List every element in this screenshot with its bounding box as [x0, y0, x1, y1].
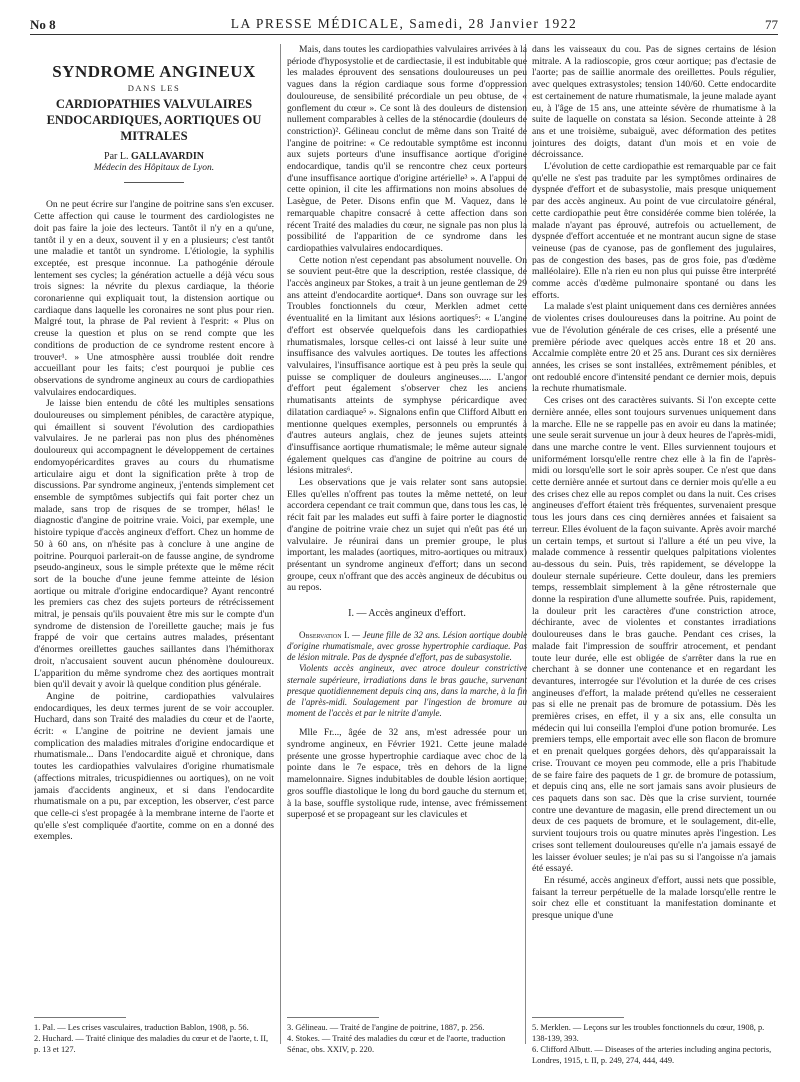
paragraph: Ces crises ont des caractères suivants. Si l'on excepte cette dernière année, elles sont toujours survenues uniquement dans la marche. Elle ne se rappelle pas en avoir eu dans la matinée; une seule serait survenue un jour à deux heures de l'après-midi, dans une marche contre le vent. Elles surviennent toujours et uniformément lorsqu'elle rentre chez elle à la fin de l'après-midi ou lorsqu'elle sort le soir après souper. Ce n'est que dans cette dernière année et surtout dans ce dernier mois qu'elle a eu des crises chez elle au repos complet ou dans la nuit. Ces crises angineuses d'effort étaient très fréquentes, survenaient presque tous les jours dans ces cinq dernières années et faisaient sa terreur. Elles évoluent de la façon suivante. Après avoir marché un certain temps, et surtout si l'allure a été un peu vive, la malade commence à ressentir quelques palpitations violentes au-dessous du sein. Puis, très rapidement, se développe la douleur sternale supérieure. Cette douleur, dans les premiers temps, ressemblait simplement à la gêne rétrosternale que donne la respiration d'une allumette soufrée. Puis, rapidement, la douleur prit les caractères d'une constriction atroce, déchirante, avec de violentes et constantes irradiations douloureuses dans le bras gauche. Pendant ces crises, la malade fait l'impression de souffrir atrocement, et pendant toute leur durée, elle est obligée de s'arrêter dans la rue en cherchant à se donner une contenance et en regardant les devantures, interrogée sur l'évolution et la durée de ces crises angineuses d'effort, la malade prétend qu'elles ne cesseraient pas si elle ne prenait pas de bromure de potassium. Dès les premières crises, en effet, il y a six ans, elle consulta un médecin qui lui conseilla l'emploi d'une potion bromurée. Les premiers temps, elle emportait avec elle son flacon de bromure et en prenait quelques gorgées dehors, dès qu'apparaissait la crise. Trouvant ce moyen peu commode, elle a pris l'habitude de se faire faire des paquets de 1 gr. de bromure de potassium, et depuis cinq ans, elle ne sort jamais sans avoir plusieurs de ces paquets dans son sac. Dès que la crise survient, tournée contre une devanture de magasin, elle prend directement un ou deux de ces paquets de bromure, et le soulagement, dit-elle, survient toujours trois ou quatre minutes après l'ingestion. Les crises sont tellement douloureuses qu'elle n'a jamais essayé de les laisser évoluer seules; je n'ai pas su si l'angoisse n'a jamais été essayé. — [532, 395, 776, 875]
article-subtitle-1: CARDIOPATHIES VALVULAIRES — [55, 97, 253, 111]
journal-title: LA PRESSE MÉDICALE, Samedi, 28 Janvier 1922 — [230, 16, 578, 31]
article-title: SYNDROME ANGINEUX DANS LES — [34, 62, 274, 94]
footnotes-column-1 — [34, 1017, 274, 1055]
observation-summary-text-2: Violents accès angineux, avec atroce douleur constrictive sternale supérieure, irradiations dans le bras gauche, survenant presque quotidiennement depuis cinq ans, dans la marche, à la fin de l'après-midi. Soulagement par l'ingestion de bromure au moment de l'accès et par le nitrite d'amyle. — [287, 663, 527, 719]
footnote: 6. Clifford Albutt. — Diseases of the arteries including angina pectoris, Londres, 1915, t. II, p. 249, 274, 444, 449. — [532, 1045, 772, 1065]
article-title-connector: DANS LES — [127, 83, 181, 93]
footnote: 3. Gélineau. — Traité de l'angine de poitrine, 1887, p. 256. — [287, 1023, 485, 1032]
paragraph: Cette notion n'est cependant pas absolument nouvelle. On se souvient peut-être que la description, restée classique, de l'accès angineux par Stokes, a trait à un jeune gentleman de 29 ans atteint d'endocardite aortique⁴. Dans son ouvrage sur les Troubles fonctionnels du cœur, Merklen admet cette éventualité en la limitant aux lésions aortiques⁵: « L'angine d'effort est observée quelquefois dans les cardiopathies rhumatismales, lorsque celles-ci ont laissé à leur suite une insuffisance des valvules aortiques. De toutes les affections valvulaires, l'insuffisance aortique est à peu près la seule qui puisse se compliquer de douleurs angineuses..... L'angor d'effort peut également s'observer chez les anciens rhumatisants atteints de symphyse péricardique avec dilatation cardiaque⁵ ». Signalons enfin que Clifford Albutt en mentionne quelques exemples, personnels ou empruntés à d'autres auteurs anglais, chez de jeunes sujets atteints d'insuffisance aortique rhumatismale; le même auteur signale également quelques cas d'angine de poitrine au cours de lésions mitrales⁶. — [287, 254, 527, 477]
observation-label: Observation I. — [299, 629, 350, 640]
observation-summary — [287, 630, 527, 720]
page-header — [30, 14, 778, 35]
footnote: 2. Huchard. — Traité clinique des maladies du cœur et de l'aorte, t. II, p. 13 et 127. — [34, 1034, 269, 1054]
page-number: 77 — [765, 17, 778, 32]
paragraph: dans les vaisseaux du cou. Pas de signes certains de lésion mitrale. A la radioscopie, gros cœur aortique; pas d'ectasie de l'aorte; pas de saillie anormale des oreillettes. Pouls régulier, avec quelques extrasystoles; tension 140/60. Cette endocardite est certainement de nature rhumatismale, la jeune malade ayant eu, à l'âge de 15 ans, une atteinte sévère de rhumatisme à la suite de laquelle on constata sa lésion. Seconde atteinte à 28 ans et une troisième, subaiguë, avec déformation des petites jointures des doigts, datant d'un mois et en voie de décroissance. — [532, 44, 776, 161]
author-prefix: Par L. — [104, 151, 129, 162]
footnote-rule — [287, 1017, 379, 1018]
column-2 — [287, 44, 527, 1010]
paragraph: Angine de poitrine, cardiopathies valvulaires endocardiques, les deux termes jurent de se voir accoupler. Huchard, dans son Traité des maladies du cœur et de l'aorte, écrit: « L'angine de poitrine ne devient jamais une complication des maladies mitrales d'origine endocardique et rhumatismale... Dans l'endocardite aiguë et chronique, dans toutes les cardiopathies valvulaires d'origine rhumatismale (affections mitrales, tricuspidiennes ou aortiques), on ne voit jamais d'accidents angineux, et si dans l'endocardite rhumatismale on a pu, par exception, les observer, c'est parce que celle-ci s'est propagée à la membrane interne de l'aorte et qu'elle s'est compliquée d'aortite, comme on en a donné des exemples. — [34, 690, 274, 843]
issue-number: No 8 — [30, 17, 56, 32]
footnote: 4. Stokes. — Traité des maladies du cœur et de l'aorte, traduction Sénac, obs. XXIV, p. 220. — [287, 1034, 506, 1054]
paragraph: Je laisse bien entendu de côté les multiples sensations douloureuses ou simplement pénibles, de caractère atypique, qui émaillent si souvent l'évolution des cardiopathies valvulaires. Je ne parlerai pas non plus des phénomènes douloureux qui accompagnent le développement de certaines endomyopéricardites graves au cours du rhumatisme articulaire aigu et dont la signification prête à trop de discussions. Par syndrome angineux, j'entends simplement cet ensemble de symptômes subjectifs qui fait porter chez un malade, sans trop de risques de se tromper, hélas! le diagnostic d'angine de poitrine vraie. Voici, par exemple, une histoire typique d'accès angineux d'effort. Chez un homme de 50 à 60 ans, on n'hésite pas à conclure à une angine de poitrine. Pourquoi parlerait-on de fausse angine, de syndrome pseudo-angineux, sous le simple prétexte que le même récit sort de la bouche d'une jeune femme atteinte de lésion aortique ou mitrale d'origine endocardique? Ayant rencontré les premiers cas chez des sujets porteurs de rétrécissement mitral, je pensais qu'ils pouvaient être mis sur le compte d'un syndrome de distension de l'oreillette gauche; mais je fus frappé de voir que certains autres malades, présentant d'énormes oreillettes gauches saillantes dans l'hémithorax droit, n'accusaient souvent aucun phénomène douloureux. L'apparition du même syndrome chez des aortiques montrait bien qu'il devait y avoir là quelque condition plus générale. — [34, 398, 274, 691]
author-name: GALLAVARDIN — [130, 151, 204, 162]
author-affiliation: Médecin des Hôpitaux de Lyon. — [93, 162, 215, 173]
footnote: 1. Pal. — Les crises vasculaires, traduction Bablon, 1908, p. 56. — [34, 1023, 249, 1032]
footnotes-column-2 — [287, 1017, 527, 1055]
paragraph: Mais, dans toutes les cardiopathies valvulaires arrivées à la période d'hyposystolie et de cardiectasie, il est indubitable que les malades éprouvent des sensations douloureuses un peu vagues dans la région cardiaque sous forme d'oppression douloureuse, de sensibilité précordiale un peu obtuse, de « gonflement du cœur ». Ce sont là des douleurs de distension nullement comparables à celles de la sténocardie (douleurs de constriction)². Gélineau conclut de même dans son Traité de l'angine de poitrine: « Ce redoutable symptôme est inconnu aux sujets porteurs d'une insuffisance aortique d'origine endocardique, tandis qu'il se rencontre chez ceux porteurs d'une insuffisance aortique d'origine artérielle³ ». A l'appui de cette opinion, il cite les affirmations non moins absolues de Lasègue, de Peter. Disons enfin que M. Vaquez, dans le remarquable chapitre consacré à cette affection dans son récent Traité des maladies du cœur, ne signale pas non plus la possibilité de l'apparition de ce syndrome dans les cardiopathies valvulaires endocardiques. — [287, 44, 527, 254]
title-divider — [124, 182, 184, 183]
footnotes-column-3 — [532, 1017, 776, 1066]
paragraph: En résumé, accès angineux d'effort, aussi nets que possible, faisant la terreur perpétuelle de la malade lorsqu'elle rentre le soir chez elle et constituant la manifestation dominante et presque unique d'une — [532, 874, 776, 922]
column-1 — [34, 44, 274, 1010]
paragraph: On ne peut écrire sur l'angine de poitrine sans s'en excuser. Cette affection qui cause le tourment des cardiologistes ne doit pas faire la joie des lecteurs. Tantôt il n'y en a qu'une, tantôt il y en a deux, souvent il y en a plusieurs; c'est tantôt une maladie et tantôt un syndrome. L'étiologie, la syphilis exceptée, est presque inconnue. La pathogénie déroule lentement ses cycles; la génération actuelle a déjà vécu sous trois signes: la névrite du plexus cardiaque, la théorie coronarienne qui expliquait tout, la distension aortique ou cardiaque dans laquelle les coronaires ne sont plus pour rien. Malgré tout, la phrase de Pal revient à l'esprit: « Plus on creuse la question et plus on se rend compte que les conditions de production de ce syndrome restent encore à trouver¹. » Une atmosphère aussi troublée doit rendre accueillant pour les faits; c'est pourquoi je publie ces observations de syndrome angineux au cours de cardiopathies valvulaires endocardiques. — [34, 199, 274, 398]
footnote-rule — [532, 1017, 624, 1018]
article-subtitle-2: ENDOCARDIQUES, AORTIQUES OU MITRALES — [46, 113, 262, 143]
observation-summary-text: — Jeune fille de 32 ans. Lésion aortique double d'origine rhumatismale, avec grosse hypertrophie cardiaque. Pas de lésion mitrale. Pas de dyspnée d'effort, pas de subasystolie. — [287, 629, 527, 663]
paragraph: La malade s'est plaint uniquement dans ces dernières années de violentes crises douloureuses dans la poitrine. Au point de vue de l'évolution générale de ces crises, elle a présenté une première période avec quelques accès entre 18 et 20 ans. Accalmie complète entre 20 et 25 ans. Durant ces six dernières années, les crises se sont installées, extrêmement pénibles, et ont redoublé encore d'intensité pendant ce dernier mois, depuis la rechute rhumatismale. — [532, 301, 776, 395]
footnote: 5. Merklen. — Leçons sur les troubles fonctionnels du cœur, 1908, p. 138-139, 393. — [532, 1023, 765, 1043]
section-heading: I. — Accès angineux d'effort. — [348, 608, 466, 620]
author-line — [34, 151, 274, 163]
footnote-rule — [34, 1017, 126, 1018]
paragraph: Les observations que je vais relater sont sans autopsie. Elles qu'elles n'offrent pas toutes la même netteté, on leur accordera cependant ce trait commun que, dans tous les cas, le récit fait par les malades eut suffi à faire porter le diagnostic d'angine de poitrine vraie chez un sujet qui n'eût pas été un valvulaire. Je réunirai dans un premier groupe, le plus important, les malades (aortiques, mitro-aortiques ou mitraux) présentant un syndrome angineux d'effort; dans un second groupe, ceux n'offrant que des accès angineux de décubitus ou au repos. — [287, 477, 527, 594]
paragraph: L'évolution de cette cardiopathie est remarquable par ce fait qu'elle ne s'est pas traduite par les symptômes ordinaires de dyspnée d'effort et de subasystolie, mais presque uniquement par des accès angineux. Au point de vue circulatoire général, cette cardiopathie peut être considérée comme bien tolérée, la malade n'ayant pas éprouvé, autrefois ou actuellement, de dyspnée d'effort accentuée et ne montrant aucun signe de stase veineuse (pas de cyanose, pas de gonflement des jugulaires, pas de congestion des bases, pas de gros foie, pas d'œdème malléolaire). Elle n'a rien eu non plus qui puisse être interprété comme accès d'œdème pulmonaire spontané ou dans les efforts. — [532, 161, 776, 301]
column-rule — [280, 44, 281, 1044]
paragraph: Mlle Fr..., âgée de 32 ans, m'est adressée pour un syndrome angineux, en Février 1921. Cette jeune malade présente une grosse hypertrophie cardiaque avec choc de la pointe dans le 7e espace, très en dehors de la ligne mamelonnaire. Signes indubitables de double lésion aortique; gros souffle diastolique le long du bord gauche du sternum et, à la base, souffle systolique rude, intense, avec frémissement superposé et se propageant sur les clavicules et — [287, 727, 527, 821]
column-3 — [532, 44, 776, 1010]
